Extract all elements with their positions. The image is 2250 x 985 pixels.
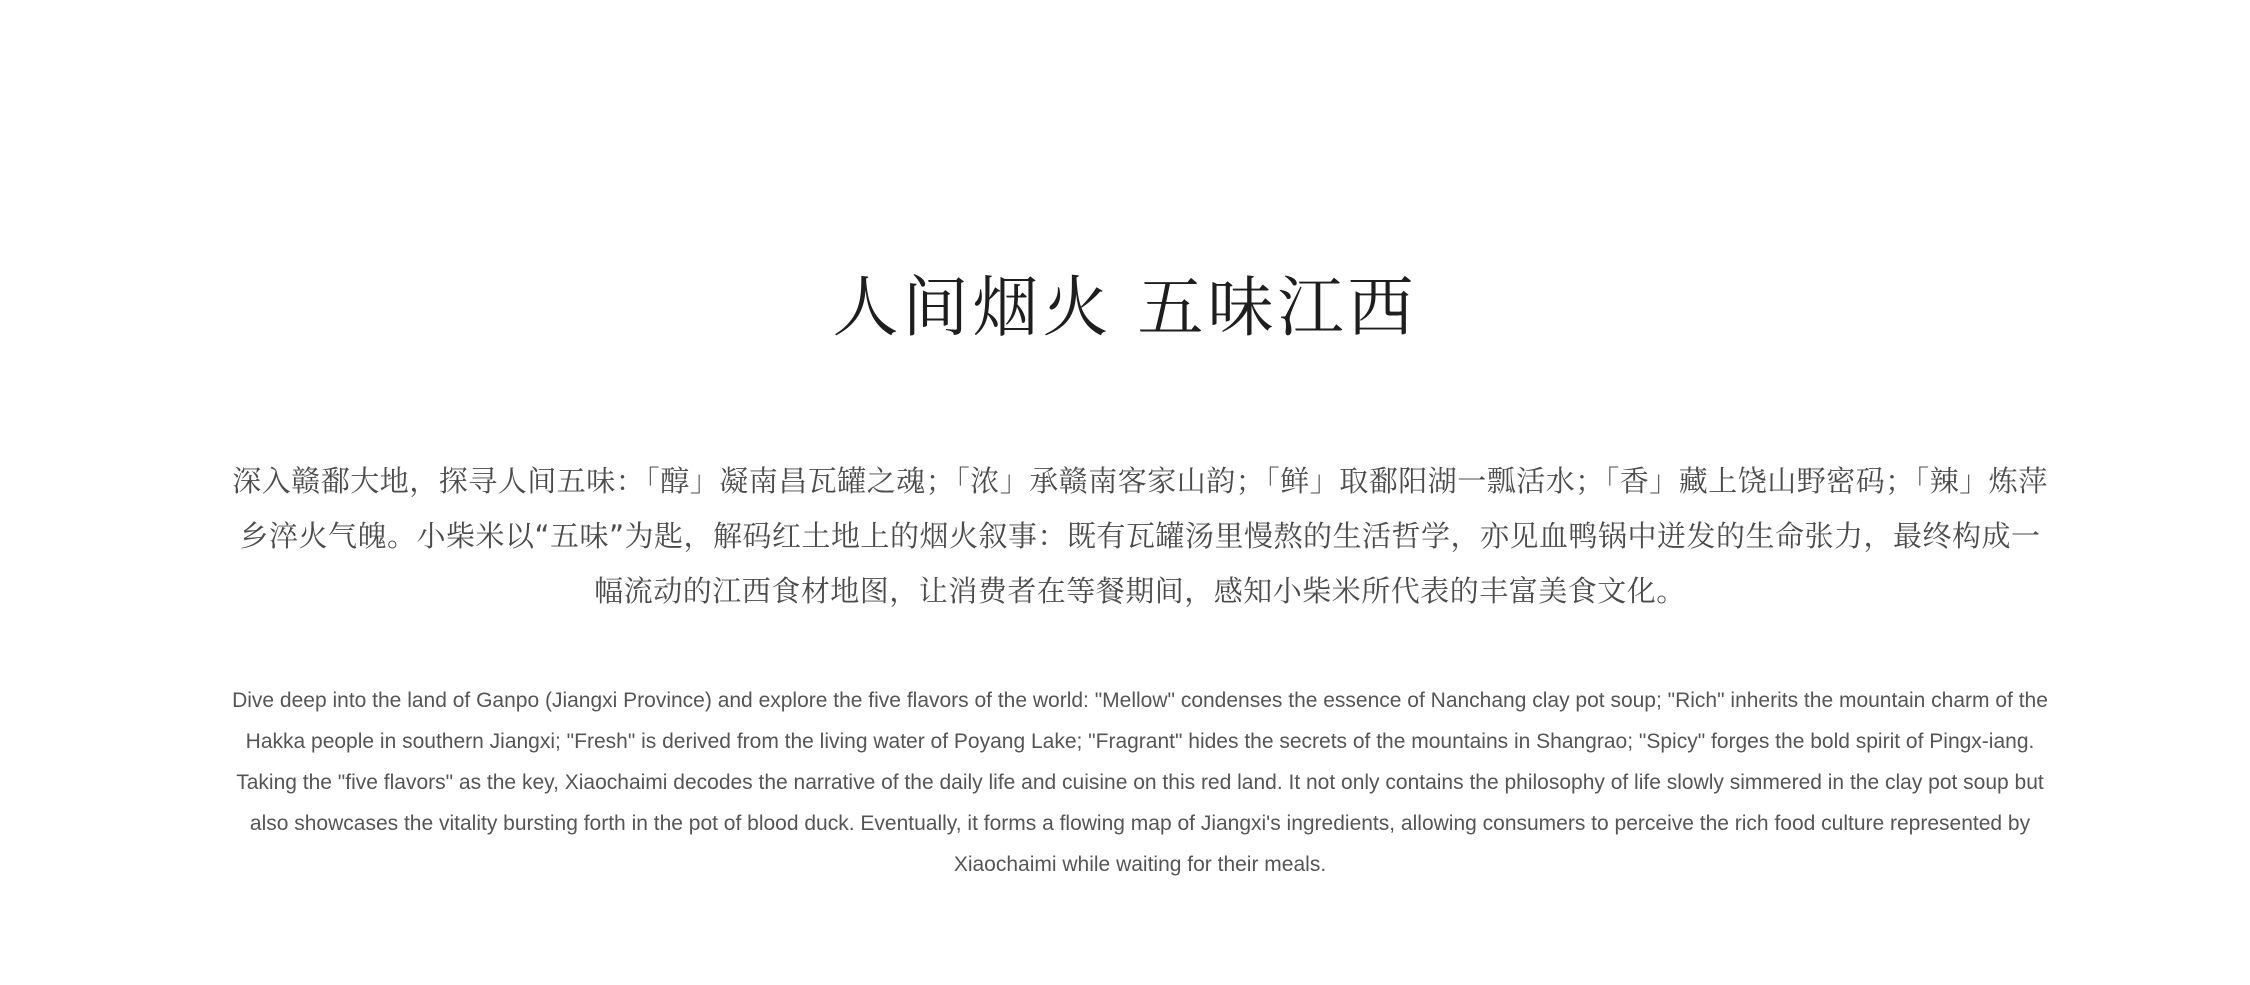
page-title: 人间烟火 五味江西 <box>832 269 1418 346</box>
chinese-paragraph: 深入赣鄱大地，探寻人间五味：「醇」凝南昌瓦罐之魂；「浓」承赣南客家山韵；「鲜」取鄱阳湖一瓢活水；「香」藏上饶山野密码；「辣」炼萍乡淬火气魄。小柴米以“五味”为匙，解码红土地上的烟火叙事：既有瓦罐汤里慢熬的生活哲学，亦见血鸭锅中迸发的生命张力，最终构成一幅流动的江西食材地图，让消费者在等餐期间，感知小柴米所代表的丰富美食文化。 <box>232 464 2048 608</box>
english-paragraph: Dive deep into the land of Ganpo (Jiangxi Province) and explore the five flavors of the world: "Mellow" condenses the essence of Nanchang clay pot soup; "Rich" inherits the mountain charm of the Hakka people in southern Jiangxi; "Fresh" is derived from the living water of Poyang Lake; "Fragrant" hides the secrets of the mountains in Shangrao; "Spicy" forges the bold spirit of Pingx-iang. Taking the "five flavors" as the key, Xiaochaimi decodes the narrative of the daily life and cuisine on this red land. It not only contains the philosophy of life slowly simmered in the clay pot soup but also showcases the vitality bursting forth in the pot of blood duck. Eventually, it forms a flowing map of Jiangxi's ingredients, allowing consumers to perceive the rich food culture represented by Xiaochaimi while waiting for their meals. <box>232 689 2048 876</box>
